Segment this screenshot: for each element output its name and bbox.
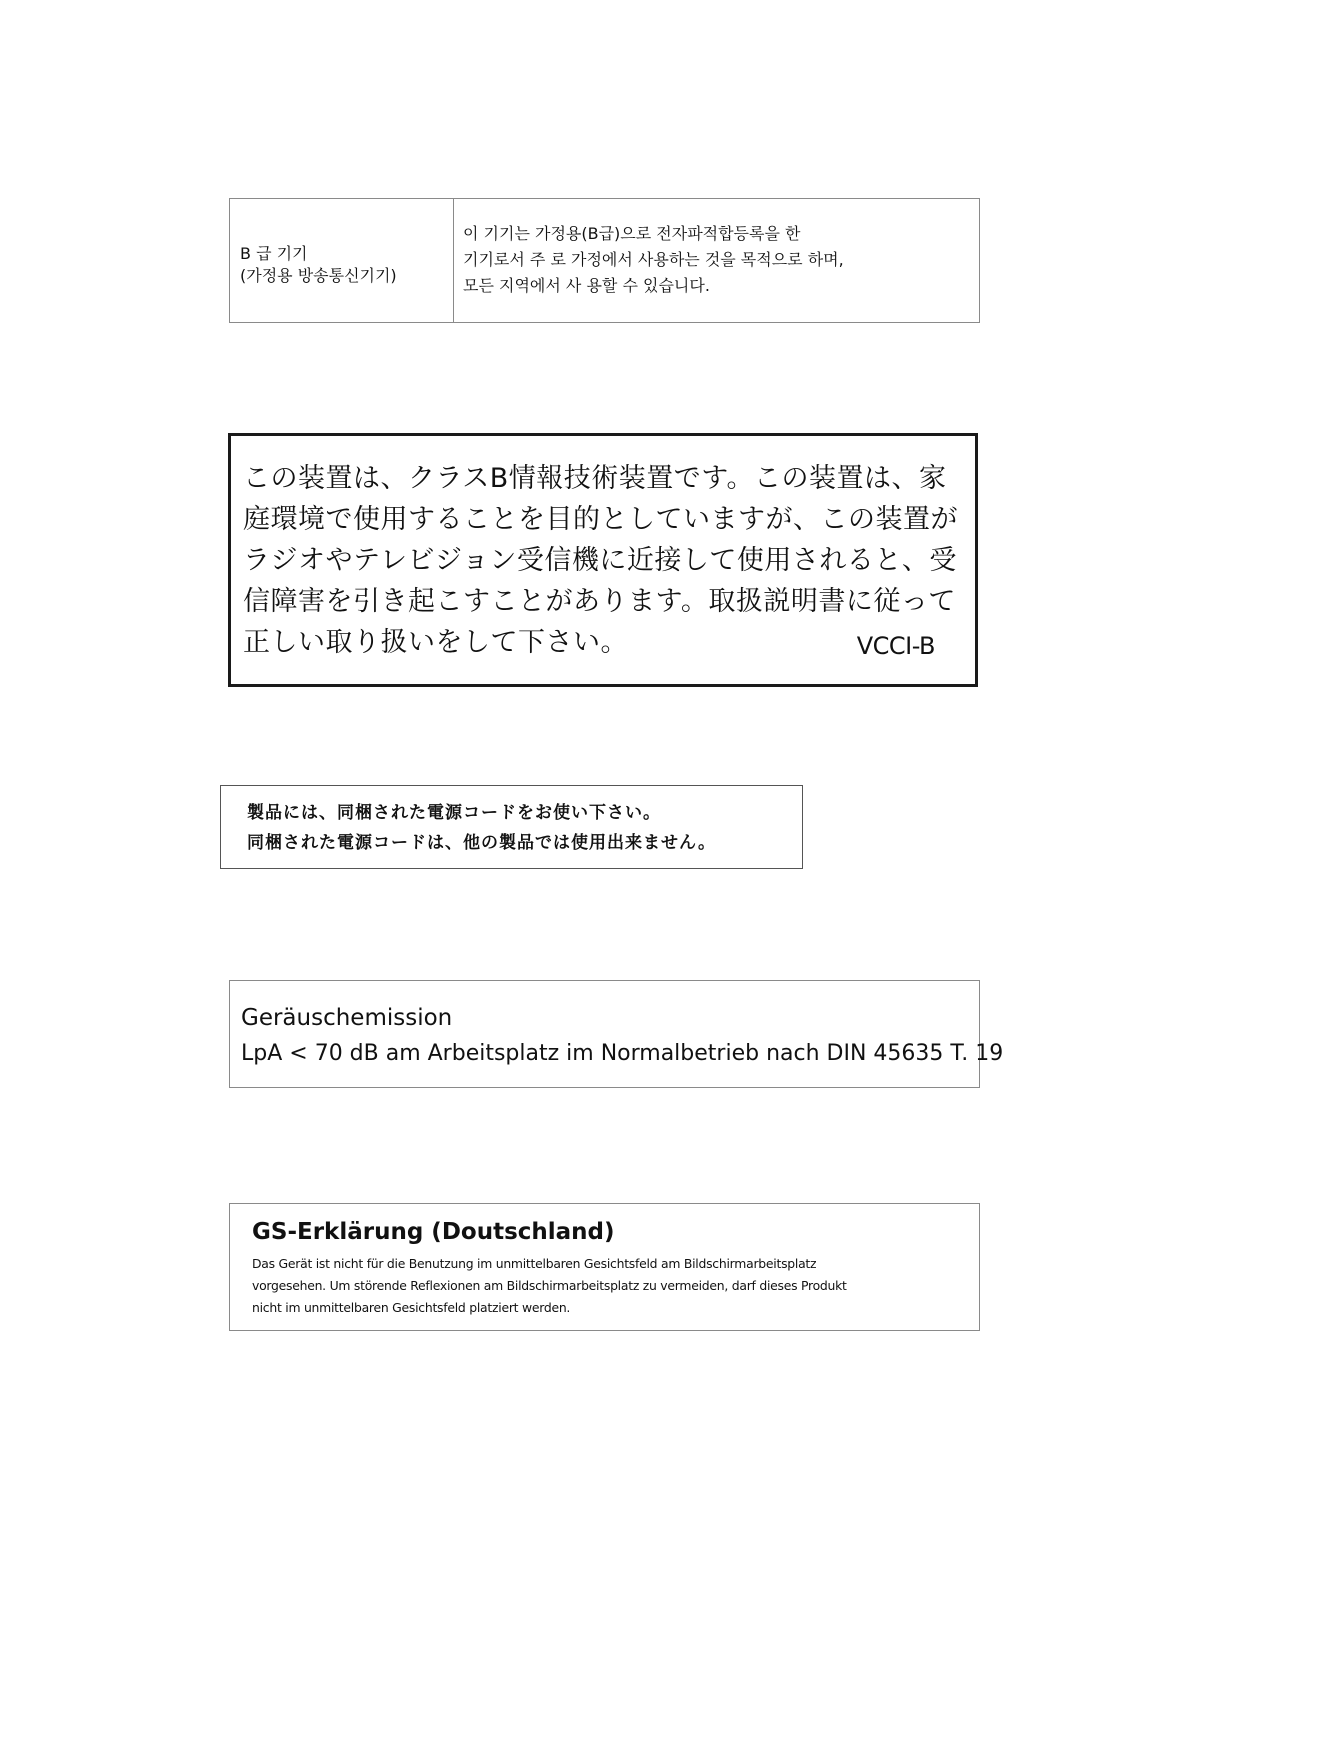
korean-notice-text-line: 기기로서 주 로 가정에서 사용하는 것을 목적으로 하며,	[463, 250, 844, 269]
noise-emission-title: Geräuschemission	[241, 1005, 453, 1031]
vcci-mark: VCCI-B	[856, 632, 935, 660]
korean-class-label-cell	[230, 199, 454, 322]
korean-notice-text-line: 모든 지역에서 사 용할 수 있습니다.	[463, 276, 710, 295]
noise-emission-notice	[229, 980, 1004, 1088]
vcci-notice-text-line: 正しい取り扱いをして下さい。	[243, 627, 628, 658]
gs-declaration-notice	[229, 1203, 980, 1331]
gs-declaration-text-line: vorgesehen. Um störende Reflexionen am Bildschirmarbeitsplatz zu vermeiden, darf dieses Produkt	[252, 1278, 847, 1293]
gs-declaration-text-line: nicht im unmittelbaren Gesichtsfeld platziert werden.	[252, 1300, 571, 1315]
korean-class-b-notice	[229, 198, 980, 323]
vcci-class-b-notice	[228, 433, 978, 687]
gs-declaration-title: GS-Erklärung (Doutschland)	[252, 1219, 615, 1245]
power-cord-notice	[220, 785, 803, 869]
korean-notice-text-line: 이 기기는 가정용(B급)으로 전자파적합등록을 한	[463, 224, 801, 243]
vcci-notice-text-line: ラジオやテレビジョン受信機に近接して使用されると、受	[243, 545, 957, 576]
vcci-notice-text-line: 信障害を引き起こすことがあります。取扱説明書に従って	[243, 586, 956, 617]
noise-emission-text: LpA < 70 dB am Arbeitsplatz im Normalbetrieb nach DIN 45635 T. 19	[241, 1041, 1004, 1066]
vcci-notice-text-line: この装置は、クラスB情報技術装置です。この装置は、家	[243, 463, 947, 494]
power-cord-notice-line: 製品には、同梱された電源コードをお使い下さい。	[247, 803, 661, 823]
gs-declaration-text-line: Das Gerät ist nicht für die Benutzung im unmittelbaren Gesichtsfeld am Bildschirmarbeitsplatz	[252, 1256, 817, 1271]
korean-class-label-line: (가정용 방송통신기기)	[240, 266, 397, 285]
korean-notice-text-cell	[454, 199, 979, 322]
power-cord-notice-line: 同梱された電源コードは、他の製品では使用出来ません。	[247, 833, 717, 853]
vcci-notice-text-line: 庭環境で使用することを目的としていますが、この装置が	[243, 504, 958, 535]
korean-class-label-line: B 급 기기	[240, 244, 308, 263]
